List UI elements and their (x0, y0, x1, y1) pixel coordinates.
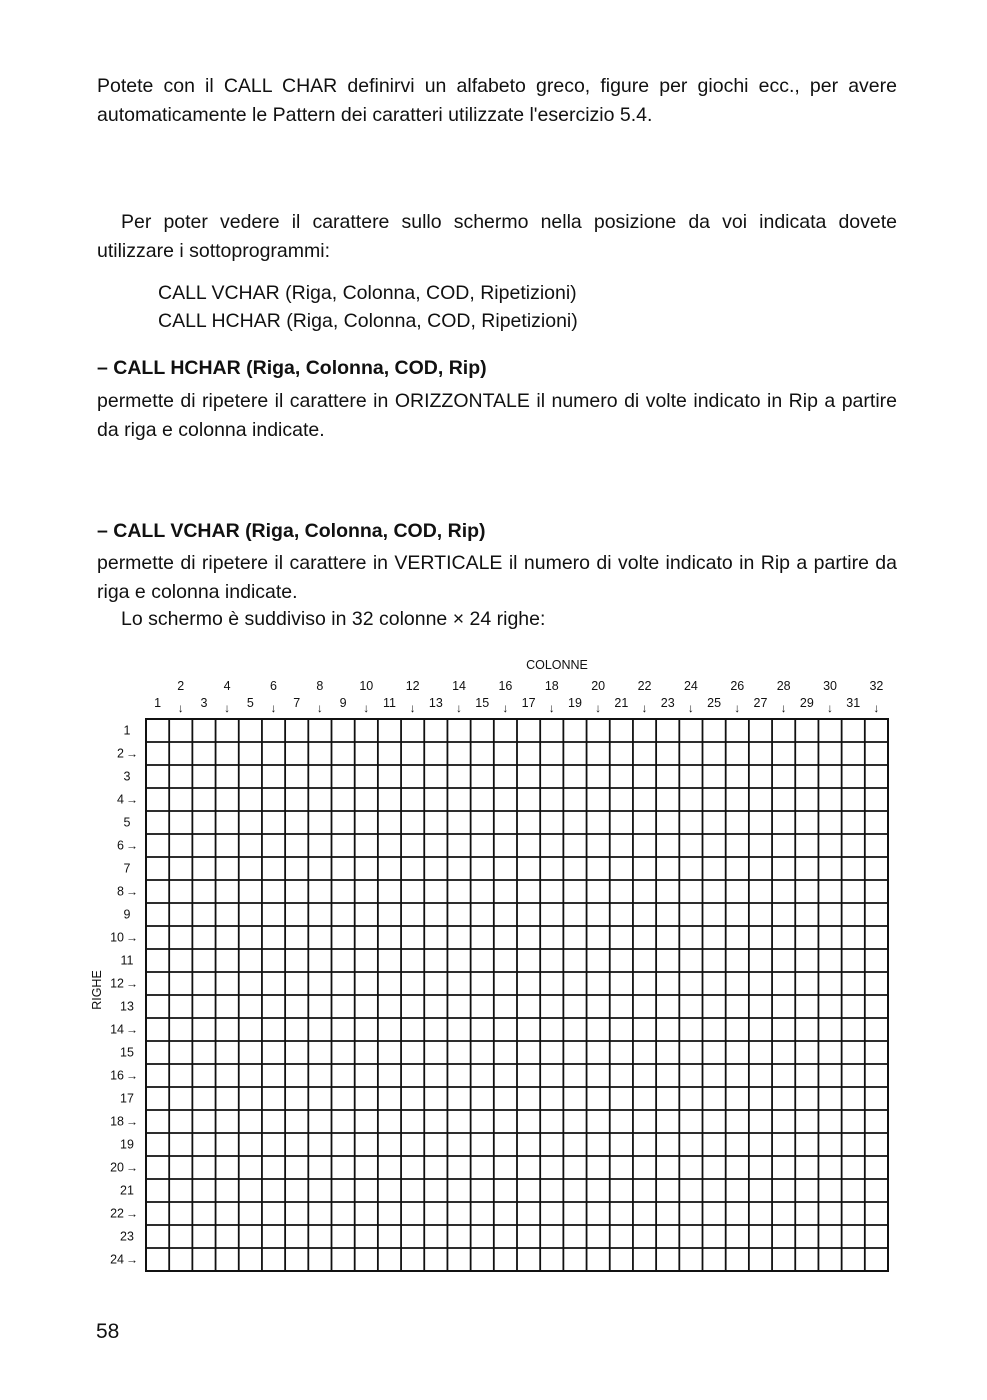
column-arrow-icon: ↓ (780, 701, 787, 715)
column-number: 32 (869, 679, 884, 693)
column-numbers (154, 679, 883, 715)
column-number: 19 (568, 696, 582, 710)
column-number: 1 (154, 696, 162, 710)
column-arrow-icon: ↓ (363, 701, 370, 715)
column-number: 3 (200, 696, 208, 710)
column-number: 8 (316, 679, 324, 693)
column-number: 22 (637, 679, 652, 693)
paragraph-call-char: Potete con il CALL CHAR definirvi un alfabeto greco, figure per giochi ecc., per avere automaticamente le Pattern dei caratteri utilizzate l'esercizio 5.4. (97, 75, 897, 126)
column-number: 18 (544, 679, 559, 693)
column-number: 30 (823, 679, 837, 693)
column-number: 5 (246, 696, 254, 710)
column-number: 24 (683, 679, 698, 693)
column-number: 25 (707, 696, 722, 710)
row-arrow-icon: → (126, 976, 138, 991)
code-line-hchar: CALL HCHAR (Riga, Colonna, COD, Ripetizioni) (158, 310, 578, 332)
row-number: 11 (120, 953, 134, 968)
row-number: 5 (123, 815, 131, 830)
column-arrow-icon: ↓ (595, 701, 602, 715)
column-number: 11 (382, 696, 396, 710)
column-number: 28 (776, 679, 791, 693)
row-arrow-icon: → (126, 1114, 138, 1129)
row-number: 13 (120, 999, 134, 1014)
row-number: 22 (110, 1206, 124, 1221)
column-arrow-icon: ↓ (270, 701, 277, 715)
column-number: 10 (359, 679, 374, 693)
row-number: 21 (120, 1183, 134, 1198)
row-number: 19 (120, 1137, 134, 1152)
column-arrow-icon: ↓ (548, 701, 555, 715)
row-number: 14 (110, 1022, 124, 1037)
column-arrow-icon: ↓ (827, 701, 834, 715)
grid-cells (146, 719, 888, 1271)
column-number: 12 (405, 679, 420, 693)
column-arrow-icon: ↓ (456, 701, 463, 715)
column-number: 17 (521, 696, 536, 710)
heading-hchar: – CALL HCHAR (Riga, Colonna, COD, Rip) (97, 357, 487, 379)
rows-label: RIGHE (90, 970, 104, 1010)
column-arrow-icon: ↓ (873, 701, 880, 715)
column-number: 16 (498, 679, 513, 693)
row-arrow-icon: → (126, 930, 138, 945)
column-number: 2 (177, 679, 185, 693)
row-arrow-icon: → (126, 838, 138, 853)
paragraph-vchar: permette di ripetere il carattere in VERTICALE il numero di volte indicato in Rip a partire da riga e colonna indicate. (97, 552, 897, 603)
paragraph-hchar: permette di ripetere il carattere in ORIZZONTALE il numero di volte indicato in Rip a partire da riga e colonna indicate. (97, 390, 897, 441)
row-number: 24 (110, 1252, 124, 1267)
row-number: 20 (110, 1160, 124, 1175)
row-arrow-icon: → (126, 1022, 138, 1037)
row-numbers (110, 724, 138, 1267)
row-arrow-icon: → (126, 884, 138, 899)
row-arrow-icon: → (126, 1068, 138, 1083)
column-number: 23 (660, 696, 675, 710)
row-arrow-icon: → (126, 792, 138, 807)
row-number: 23 (120, 1229, 134, 1244)
row-arrow-icon: → (126, 1252, 138, 1267)
row-number: 17 (120, 1091, 134, 1106)
code-line-vchar: CALL VCHAR (Riga, Colonna, COD, Ripetizioni) (158, 282, 577, 304)
column-arrow-icon: ↓ (734, 701, 741, 715)
column-number: 9 (339, 696, 347, 710)
column-arrow-icon: ↓ (502, 701, 509, 715)
column-number: 21 (614, 696, 629, 710)
column-number: 20 (591, 679, 606, 693)
row-number: 3 (123, 769, 131, 784)
row-number: 2 (117, 746, 124, 761)
column-number: 27 (753, 696, 768, 710)
column-arrow-icon: ↓ (641, 701, 648, 715)
row-number: 1 (123, 723, 131, 738)
row-number: 4 (117, 792, 124, 807)
column-number: 14 (452, 679, 466, 693)
column-number: 29 (799, 696, 814, 710)
row-arrow-icon: → (126, 1160, 138, 1175)
row-number: 15 (120, 1045, 134, 1060)
column-number: 31 (846, 696, 861, 710)
columns-label: COLONNE (526, 658, 588, 672)
row-number: 8 (117, 884, 124, 899)
column-number: 26 (730, 679, 745, 693)
column-arrow-icon: ↓ (316, 701, 323, 715)
row-number: 18 (110, 1114, 124, 1129)
row-arrow-icon: → (126, 1206, 138, 1221)
column-number: 7 (293, 696, 301, 710)
paragraph-screen-size: Lo schermo è suddiviso in 32 colonne × 24 righe: (121, 608, 546, 630)
row-number: 6 (117, 838, 124, 853)
column-arrow-icon: ↓ (224, 701, 231, 715)
row-number: 16 (110, 1068, 124, 1083)
row-number: 12 (110, 976, 124, 991)
column-arrow-icon: ↓ (177, 701, 184, 715)
row-number: 10 (110, 930, 124, 945)
row-arrow-icon: → (126, 746, 138, 761)
column-arrow-icon: ↓ (409, 701, 416, 715)
heading-vchar: – CALL VCHAR (Riga, Colonna, COD, Rip) (97, 520, 486, 542)
column-number: 13 (428, 696, 443, 710)
paragraph-subprograms: Per poter vedere il carattere sullo schermo nella posizione da voi indicata dovete utilizzare i sottoprogrammi: (97, 211, 897, 262)
column-number: 15 (475, 696, 490, 710)
page-number: 58 (96, 1320, 120, 1343)
column-number: 4 (223, 679, 231, 693)
row-number: 7 (123, 861, 131, 876)
column-arrow-icon: ↓ (687, 701, 694, 715)
column-number: 6 (270, 679, 278, 693)
row-number: 9 (123, 907, 131, 922)
